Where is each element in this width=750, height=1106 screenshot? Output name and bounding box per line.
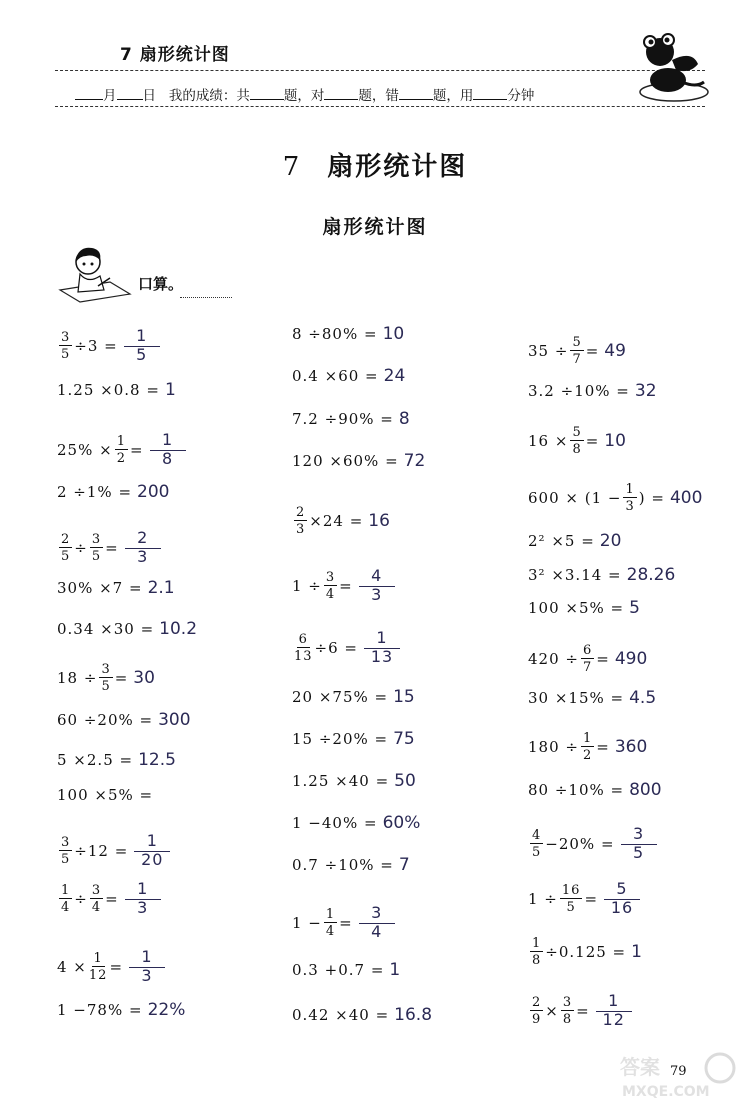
problem-expression: 0.42 ×40 = — [292, 1006, 390, 1024]
problem-item — [57, 578, 175, 598]
handwritten-answer-fraction — [364, 630, 400, 666]
problem-item — [292, 506, 390, 536]
operand-fraction — [581, 732, 594, 762]
problem-expression: 3.2 ÷10% = — [528, 382, 630, 400]
handwritten-answer: 24 — [383, 366, 406, 386]
operand-fraction — [99, 663, 112, 693]
operand-fraction-numerator: 2 — [532, 994, 542, 1010]
handwritten-answer-fraction-numerator: 1 — [125, 881, 161, 900]
problem-item — [528, 881, 640, 917]
problem-item — [57, 786, 158, 804]
problem-item — [292, 1005, 432, 1025]
problem-item — [57, 663, 155, 693]
operand-fraction — [59, 533, 72, 563]
handwritten-answer: 60% — [382, 813, 421, 833]
title-text: 扇形统计图 — [327, 152, 468, 182]
watermark-logo — [620, 1050, 740, 1104]
handwritten-answer-fraction — [129, 949, 165, 985]
svg-text:MXQE.COM: MXQE.COM — [622, 1084, 710, 1100]
problem-expression-end: = — [576, 1001, 590, 1020]
problem-expression: 180 ÷ — [528, 738, 579, 756]
problem-expression-end: = — [109, 957, 124, 976]
operand-fraction — [294, 506, 307, 536]
problem-item — [57, 833, 170, 869]
handwritten-answer-fraction-denominator: 5 — [632, 842, 645, 862]
handwritten-answer-fraction-numerator: 1 — [124, 328, 160, 347]
operand-fraction-numerator: 1 — [93, 950, 103, 966]
handwritten-answer: 50 — [394, 771, 416, 791]
problem-item — [528, 381, 657, 401]
operand-fraction — [570, 426, 583, 456]
problem-expression-end: = — [339, 913, 353, 932]
handwritten-answer-fraction-numerator: 4 — [359, 568, 395, 587]
problem-item — [528, 688, 656, 708]
operand-fraction — [115, 435, 128, 465]
handwritten-answer-fraction — [150, 432, 186, 468]
problem-item — [528, 483, 702, 513]
problem-expression: 15 ÷20% = — [292, 730, 389, 748]
handwritten-answer: 16.8 — [394, 1005, 433, 1025]
problem-expression: 8 ÷80% = — [292, 325, 378, 343]
handwritten-answer-fraction — [125, 530, 161, 566]
operand-fraction-numerator: 1 — [325, 906, 336, 922]
problem-expression-end: = — [129, 440, 144, 459]
operand-fraction — [324, 571, 337, 601]
handwritten-answer: 16 — [368, 511, 390, 531]
operand-fraction-numerator: 3 — [61, 329, 71, 345]
problem-expression: 1 −78% = — [57, 1001, 143, 1019]
problem-expression-end: = — [585, 342, 600, 360]
handwritten-answer-fraction-denominator: 3 — [371, 584, 383, 604]
operand-fraction-denominator: 5 — [61, 851, 71, 867]
problem-item — [57, 482, 169, 502]
handwritten-answer-fraction-numerator: 3 — [621, 826, 657, 845]
operator: ÷ — [74, 889, 88, 908]
problem-expression: 1.25 ×0.8 = — [57, 381, 160, 399]
problem-expression: 3² ×3.14 = — [528, 566, 622, 584]
section-title: 扇形统计图 — [322, 216, 428, 238]
operand-fraction-2-denominator: 5 — [91, 548, 102, 564]
problem-expression: 16 × — [528, 432, 569, 450]
operand-fraction-denominator: 8 — [572, 442, 582, 457]
handwritten-answer-fraction — [134, 833, 170, 869]
operand-fraction-2-numerator: 3 — [562, 994, 573, 1010]
title-number: 7 — [282, 152, 302, 182]
section-label-underline — [180, 297, 232, 298]
problem-expression: 30% ×7 = — [57, 579, 143, 597]
problem-expression-end: = — [339, 576, 353, 595]
problem-expression: 4 × — [57, 957, 87, 976]
operand-fraction-denominator: 5 — [61, 346, 71, 362]
handwritten-answer-fraction-numerator: 1 — [129, 949, 165, 968]
operand-fraction-numerator: 3 — [101, 662, 111, 677]
operand-fraction-numerator: 16 — [561, 882, 581, 898]
problem-expression: 0.34 ×30 = — [57, 620, 155, 638]
operand-fraction-denominator: 5 — [532, 844, 542, 860]
operand-fraction-2-numerator: 3 — [91, 531, 102, 547]
time-blank — [473, 87, 507, 100]
operand-fraction — [530, 829, 543, 859]
operand-fraction-numerator: 2 — [61, 531, 71, 547]
handwritten-answer-fraction-denominator: 16 — [610, 897, 634, 917]
problem-expression: 120 ×60% = — [292, 452, 399, 470]
problem-item — [57, 380, 176, 400]
problem-item — [292, 324, 404, 344]
operator: × — [545, 1001, 559, 1020]
handwritten-answer-fraction — [359, 905, 395, 941]
handwritten-answer-fraction-numerator: 1 — [150, 432, 186, 451]
problem-expression-end: = — [585, 432, 600, 450]
operand-fraction-denominator: 4 — [325, 923, 336, 939]
handwritten-answer: 20 — [599, 531, 622, 551]
handwritten-answer-fraction — [359, 568, 395, 604]
problem-item — [57, 530, 161, 566]
operand-fraction-denominator: 9 — [532, 1011, 542, 1027]
handwritten-answer-fraction-numerator: 1 — [134, 833, 170, 852]
problem-item — [292, 729, 415, 749]
handwritten-answer: 32 — [634, 381, 657, 401]
handwritten-answer-fraction-numerator: 3 — [359, 905, 395, 924]
problem-expression: 2 ÷1% = — [57, 483, 133, 501]
month-label: 月 — [103, 88, 117, 104]
operator: ÷ — [74, 538, 88, 557]
problem-expression: 100 ×5% = — [528, 599, 625, 617]
problem-expression: 1 − — [292, 913, 322, 932]
problem-item — [292, 960, 400, 980]
handwritten-answer: 490 — [614, 649, 648, 669]
problem-expression-end: = — [584, 889, 599, 908]
problem-expression-end: = — [105, 538, 119, 557]
operand-fraction-denominator: 7 — [572, 352, 582, 367]
problem-expression: 1 −40% = — [292, 814, 378, 832]
operand-fraction-denominator: 4 — [325, 586, 336, 602]
operand-fraction — [530, 937, 543, 967]
handwritten-answer: 360 — [614, 737, 648, 757]
problem-expression: 100 ×5% = — [57, 786, 154, 804]
problem-expression-end: = — [105, 889, 119, 908]
handwritten-answer: 15 — [393, 687, 415, 707]
operand-fraction-2-denominator: 8 — [562, 1011, 573, 1027]
problem-item — [57, 710, 191, 730]
handwritten-answer-fraction-denominator: 12 — [602, 1009, 625, 1029]
handwritten-answer-fraction-numerator: 5 — [604, 881, 640, 900]
handwritten-answer-fraction — [604, 881, 640, 917]
problem-item — [292, 451, 425, 471]
problem-expression: 0.4 ×60 = — [292, 367, 379, 385]
problem-expression-end: ÷0.125 = — [545, 943, 627, 961]
problem-item — [292, 771, 416, 791]
problem-item — [292, 366, 405, 386]
problem-item — [528, 336, 626, 366]
day-blank — [117, 87, 143, 100]
problem-expression: 420 ÷ — [528, 650, 579, 668]
problem-item — [528, 937, 642, 967]
minutes-label: 分钟 — [507, 88, 535, 104]
header-divider-top — [55, 70, 705, 71]
operand-fraction-numerator: 3 — [325, 569, 336, 585]
handwritten-answer: 72 — [403, 451, 426, 471]
watermark-icon — [620, 1050, 740, 1100]
score-text-1: 题，对 — [283, 88, 325, 104]
problem-expression-end: ÷12 = — [74, 841, 129, 860]
handwritten-answer: 7 — [398, 855, 410, 875]
problem-item — [528, 426, 626, 456]
operand-fraction-2 — [90, 533, 103, 563]
operand-fraction — [581, 644, 594, 674]
operand-fraction-numerator: 1 — [582, 731, 593, 746]
operand-fraction-numerator: 4 — [532, 827, 542, 843]
handwritten-answer-fraction-denominator: 3 — [137, 897, 149, 917]
problem-expression: 5 ×2.5 = — [57, 751, 134, 769]
handwritten-answer: 400 — [669, 488, 703, 508]
operand-fraction-numerator: 5 — [572, 335, 582, 350]
handwritten-answer: 10 — [604, 431, 626, 451]
problem-expression-end: ÷6 = — [314, 638, 358, 657]
header-divider-bottom — [55, 106, 705, 107]
section-label: 口算。 — [138, 275, 184, 293]
problem-item — [57, 750, 176, 770]
handwritten-answer-fraction-denominator: 4 — [371, 921, 383, 941]
problem-expression-end: = — [114, 669, 129, 687]
operand-fraction — [89, 952, 108, 982]
chapter-header: 7 扇形统计图 — [120, 45, 230, 65]
problem-expression: 20 ×75% = — [292, 688, 389, 706]
problem-expression-end: ÷3 = — [74, 336, 118, 355]
problem-item — [528, 598, 640, 618]
handwritten-answer-fraction — [596, 993, 632, 1029]
operand-fraction-numerator: 2 — [296, 505, 306, 520]
operand-fraction — [59, 836, 72, 866]
page-number: 79 — [670, 1064, 687, 1079]
operand-fraction-denominator: 5 — [566, 899, 576, 915]
problem-item — [528, 780, 662, 800]
problem-item — [528, 993, 632, 1029]
operand-fraction-denominator: 4 — [61, 899, 71, 915]
handwritten-answer-fraction-numerator: 1 — [596, 993, 632, 1012]
problem-expression-end: ×24 = — [309, 512, 364, 530]
problem-item — [292, 409, 410, 429]
handwritten-answer-fraction — [125, 881, 161, 917]
operand-fraction — [324, 908, 337, 938]
handwritten-answer: 1 — [164, 380, 176, 400]
problem-item — [292, 855, 410, 875]
handwritten-answer-fraction — [621, 826, 657, 862]
problem-item — [57, 619, 197, 639]
problem-item — [57, 949, 165, 985]
student-writing-icon — [58, 244, 134, 304]
score-line — [75, 84, 534, 104]
handwritten-answer: 300 — [158, 710, 191, 730]
operand-fraction-denominator: 5 — [101, 679, 111, 694]
problem-expression-end: = — [596, 738, 610, 756]
problem-expression-end: −20% = — [545, 834, 615, 853]
problem-item — [292, 813, 420, 833]
operand-fraction — [59, 884, 72, 914]
problem-item — [528, 531, 621, 551]
problem-expression: 1 ÷ — [292, 576, 322, 595]
operand-fraction-denominator: 2 — [582, 748, 593, 763]
handwritten-answer-fraction-denominator: 5 — [136, 344, 148, 364]
handwritten-answer: 800 — [629, 780, 662, 800]
problem-item — [57, 881, 161, 917]
month-blank — [75, 87, 103, 100]
problem-expression: 30 ×15% = — [528, 689, 625, 707]
handwritten-answer: 28.26 — [626, 565, 676, 585]
problem-expression: 600 × (1 − — [528, 489, 622, 507]
operand-fraction — [59, 331, 72, 361]
handwritten-answer: 5 — [629, 598, 640, 618]
problem-expression: 60 ÷20% = — [57, 711, 154, 729]
operand-fraction-denominator: 3 — [296, 522, 306, 537]
score-text-2: 题，错 — [358, 88, 399, 104]
problem-expression: 80 ÷10% = — [528, 781, 625, 799]
problem-expression: 2² ×5 = — [528, 532, 595, 550]
operand-fraction-numerator: 1 — [116, 433, 126, 449]
score-text-3: 题，用 — [432, 88, 474, 104]
problem-expression-end: ) = — [638, 489, 665, 507]
handwritten-answer: 200 — [137, 482, 170, 502]
problem-expression: 25% × — [57, 440, 113, 459]
handwritten-answer: 10 — [382, 324, 405, 344]
problem-item — [528, 826, 657, 862]
problem-expression-end: = — [596, 650, 610, 668]
problem-item — [528, 732, 647, 762]
problem-expression: 0.3 +0.7 = — [292, 961, 385, 979]
handwritten-answer-fraction-numerator: 2 — [125, 530, 161, 549]
day-label: 日 — [142, 88, 156, 104]
problem-item — [292, 687, 415, 707]
handwritten-answer: 49 — [604, 341, 626, 361]
problem-item — [57, 1000, 185, 1020]
operand-fraction — [623, 483, 636, 513]
problem-expression: 35 ÷ — [528, 342, 569, 360]
problem-item — [292, 905, 395, 941]
handwritten-answer: 12.5 — [138, 750, 176, 770]
operand-fraction-denominator: 7 — [582, 660, 593, 675]
operand-fraction — [530, 996, 543, 1026]
operand-fraction-2-denominator: 4 — [91, 899, 102, 915]
operand-fraction-denominator: 2 — [116, 450, 126, 466]
operand-fraction — [570, 336, 583, 366]
problem-item — [292, 630, 400, 666]
handwritten-answer: 4.5 — [629, 688, 657, 708]
problem-expression: 18 ÷ — [57, 669, 98, 687]
svg-text:答案: 答案 — [620, 1055, 660, 1079]
problem-item — [528, 644, 647, 674]
frog-mascot-icon — [632, 30, 710, 108]
handwritten-answer: 8 — [398, 409, 410, 429]
operand-fraction-numerator: 1 — [61, 882, 71, 898]
operand-fraction-denominator: 12 — [88, 967, 108, 983]
wrong-blank — [399, 87, 433, 100]
handwritten-answer: 22% — [147, 1000, 186, 1020]
score-prefix: 我的成绩：共 — [168, 88, 250, 104]
handwritten-answer: 1 — [389, 960, 401, 980]
handwritten-answer: 75 — [393, 729, 415, 749]
handwritten-answer-fraction-denominator: 3 — [141, 965, 153, 985]
handwritten-answer-fraction-denominator: 20 — [141, 849, 164, 869]
handwritten-answer-fraction-denominator: 3 — [137, 546, 149, 566]
operand-fraction-numerator: 1 — [532, 936, 542, 951]
handwritten-answer-fraction-denominator: 8 — [161, 448, 174, 468]
operand-fraction-2 — [90, 884, 103, 914]
problem-expression: 7.2 ÷90% = — [292, 410, 394, 428]
handwritten-answer: 2.1 — [147, 578, 175, 598]
handwritten-answer: 10.2 — [159, 619, 198, 639]
operand-fraction-numerator: 6 — [298, 631, 308, 647]
operand-fraction — [294, 633, 313, 663]
handwritten-answer-fraction-denominator: 13 — [370, 646, 394, 666]
problem-item — [57, 432, 186, 468]
problem-expression: 0.7 ÷10% = — [292, 856, 394, 874]
operand-fraction-denominator: 13 — [294, 648, 313, 664]
problem-expression: 1 ÷ — [528, 889, 558, 908]
handwritten-answer-fraction — [124, 328, 160, 364]
handwritten-answer: 30 — [133, 668, 155, 688]
operand-fraction — [560, 884, 583, 914]
operand-fraction-numerator: 3 — [61, 834, 71, 850]
operand-fraction-2-numerator: 3 — [91, 882, 102, 898]
page-title — [0, 146, 750, 183]
operand-fraction-denominator: 8 — [532, 953, 542, 968]
operand-fraction-numerator: 6 — [582, 643, 593, 658]
handwritten-answer-fraction-numerator: 1 — [364, 630, 400, 649]
problem-item — [57, 328, 160, 364]
operand-fraction-numerator: 1 — [625, 482, 635, 497]
handwritten-answer: 1 — [631, 942, 642, 962]
problem-expression: 1.25 ×40 = — [292, 772, 390, 790]
operand-fraction-numerator: 5 — [572, 425, 582, 440]
problem-item — [528, 565, 675, 585]
operand-fraction-2 — [561, 996, 574, 1026]
operand-fraction-denominator: 3 — [625, 499, 635, 514]
correct-blank — [324, 87, 358, 100]
total-blank — [250, 87, 284, 100]
operand-fraction-denominator: 5 — [61, 548, 71, 564]
problem-item — [292, 568, 395, 604]
